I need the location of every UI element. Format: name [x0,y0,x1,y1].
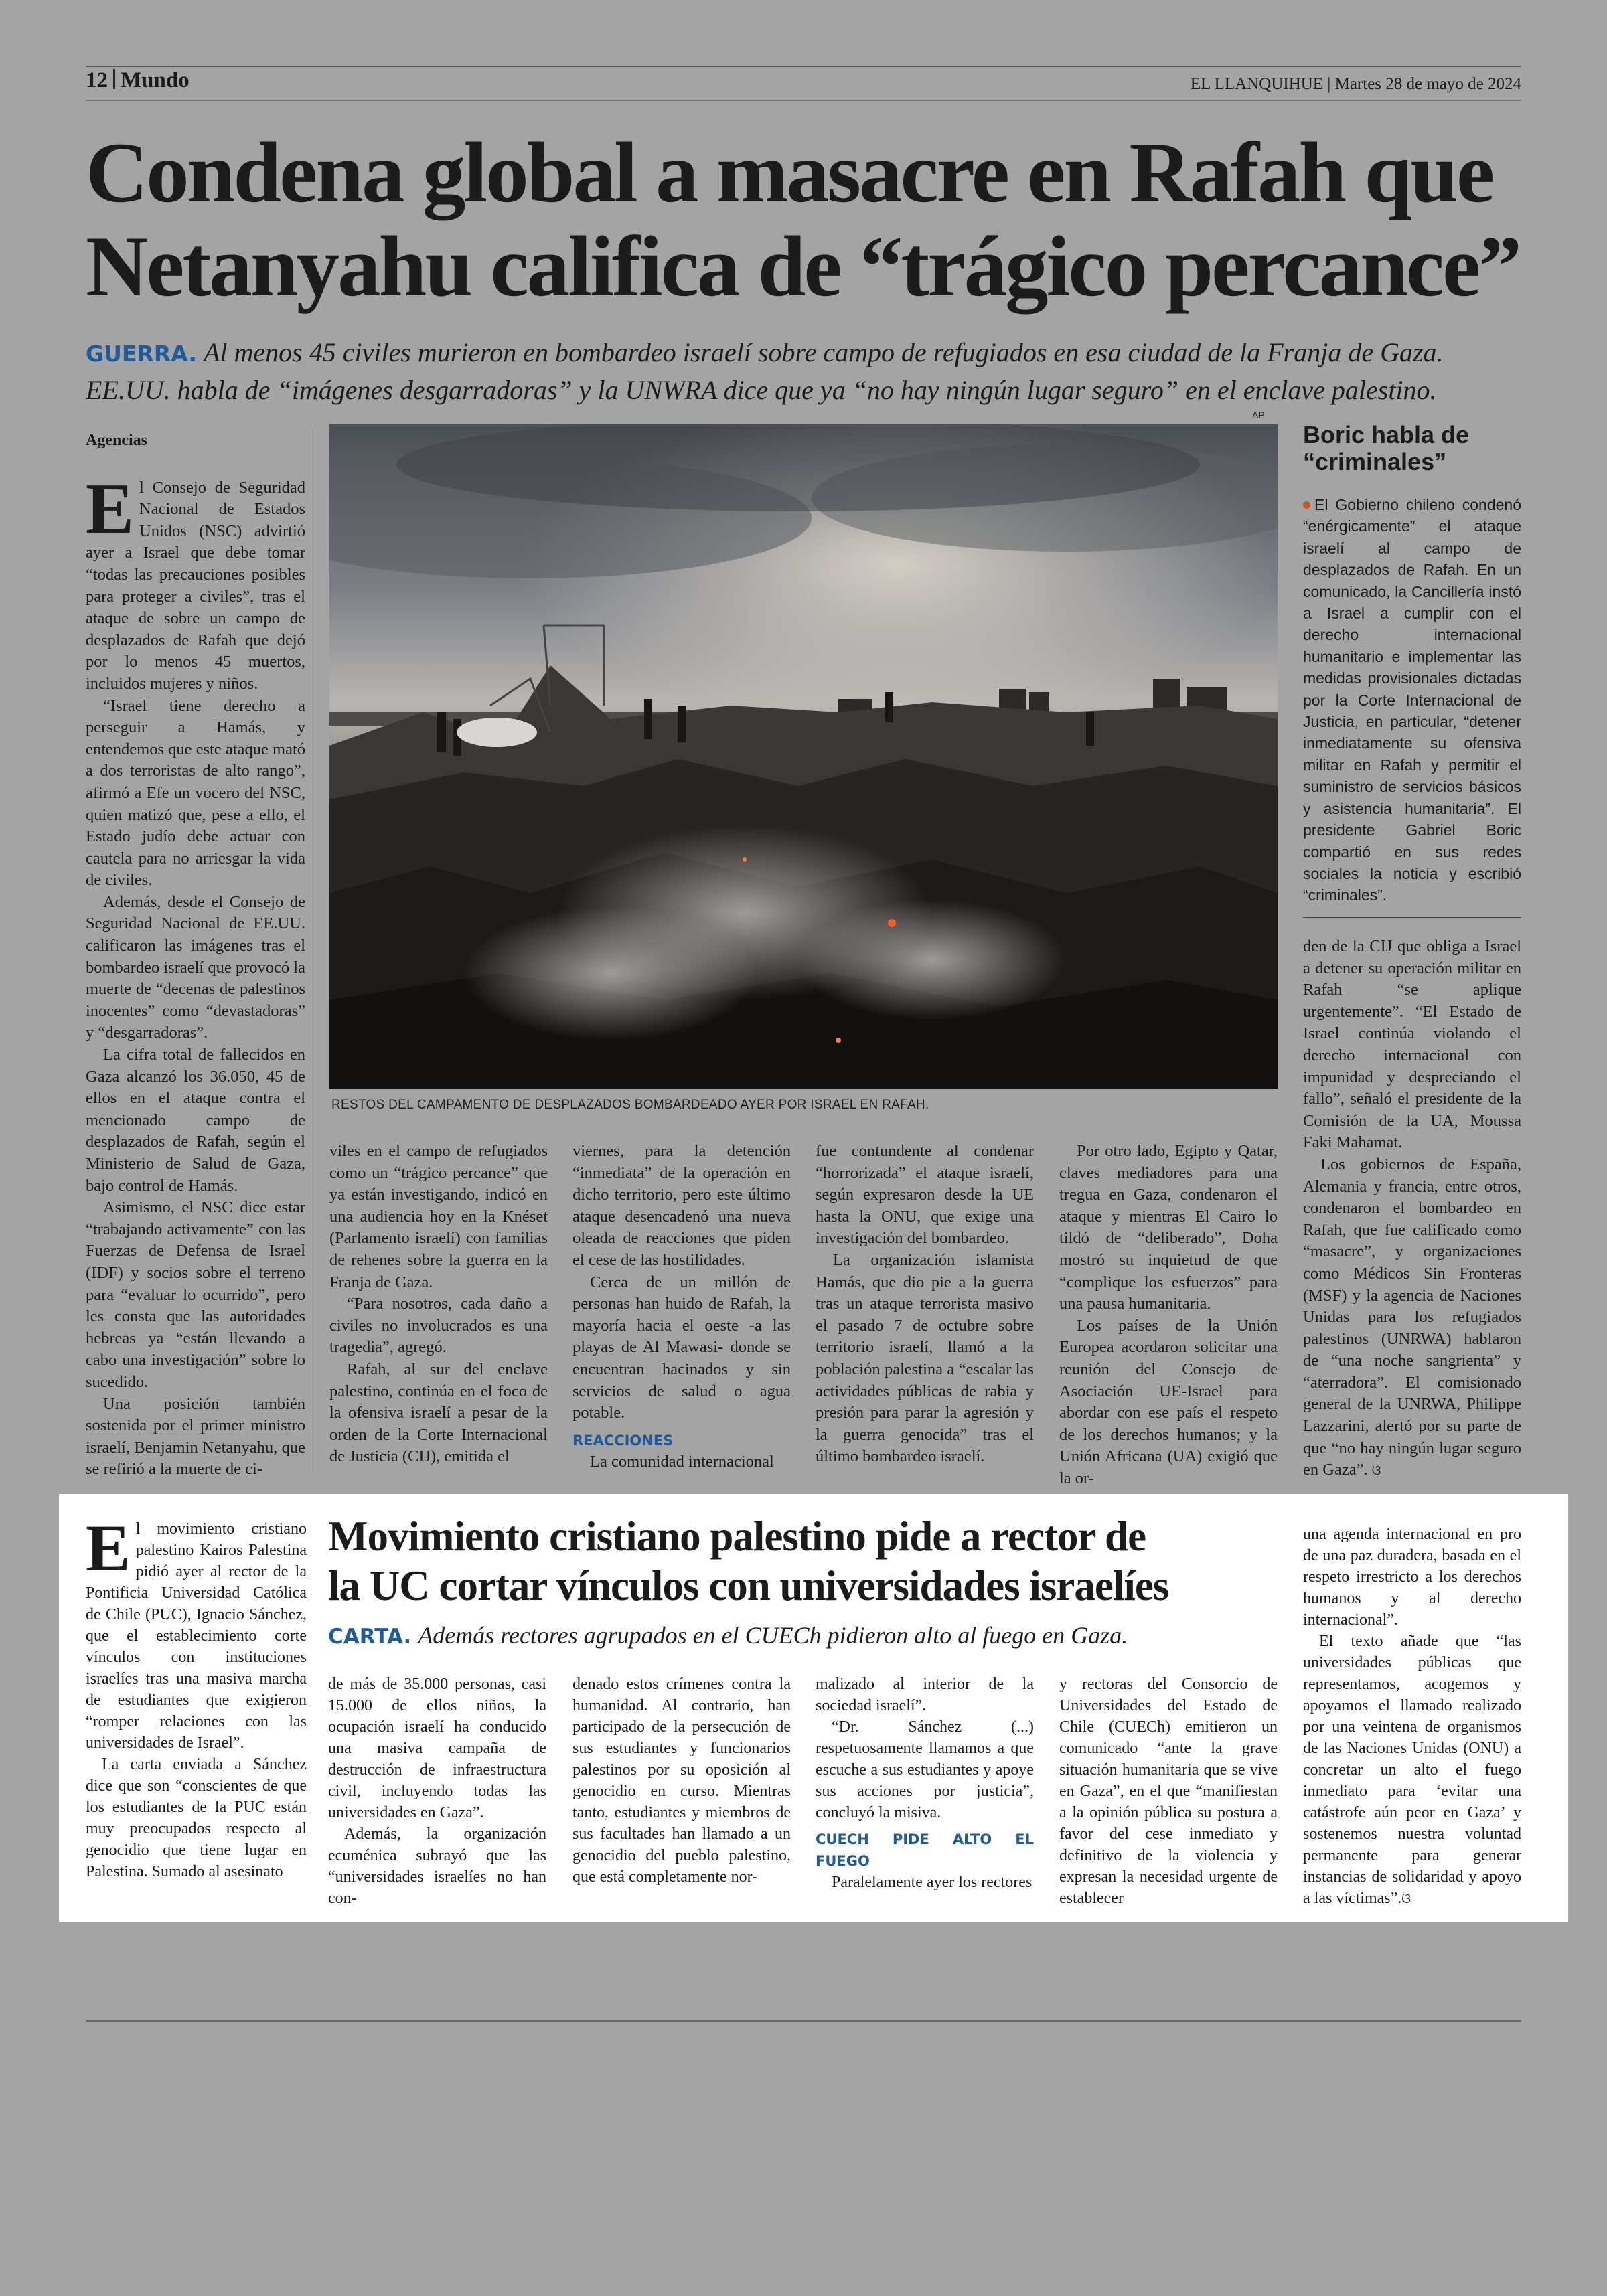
headline-line-1: Condena global a masacre en Rafah que [86,125,1493,220]
paragraph: Una posición también sostenida por el primer ministro israelí, Benjamin Netanyahu, que se refirió a la muerte de ci- [86,1394,305,1479]
publication-date: Martes 28 de mayo de 2024 [1334,75,1521,93]
box-column-1 [86,1511,307,1882]
paragraph: La cifra total de fallecidos en Gaza alcanzó los 36.050, 45 de ellos en el ataque contra el mencionado campo de desplazados de Rafah, según el Ministerio de Salud de Gaza, bajo control de Hamás. [86,1046,305,1195]
paragraph: Cerca de un millón de personas han huido de Rafah, la mayoría hacia el oeste -a las playas de Al Mawasi- donde se encuentran hacinados y sin servicios de salud o agua potable. [572,1273,791,1422]
main-column-2 [329,1141,548,1468]
box-deck-text: Además rectores agrupados en el CUECh pidieron alto al fuego en Gaza. [418,1622,1128,1649]
paragraph: La comunidad internacional [590,1453,774,1471]
box-headline-line-2: la UC cortar vínculos con universidades israelíes [328,1562,1169,1609]
box-headline-line-1: Movimiento cristiano palestino pide a rector de [328,1513,1146,1560]
page-number: 12 [86,68,108,92]
folio [86,68,189,93]
main-column-3 [572,1141,791,1473]
end-of-story-icon: ଓ [1401,1890,1411,1906]
box-headline [328,1511,1286,1611]
paragraph: malizado al interior de la sociedad israelí”. [816,1675,1034,1714]
photo-credit: AP [1252,410,1265,420]
lead-paragraph: El movimiento cristiano palestino Kairos Palestina pidió ayer al rector de la Pontificia Universidad Católica de Chile (PUC), Ignacio Sánchez, que el establecimiento corte vínculos con instituciones israelíes tras una masiva marcha de estudiantes que exigieron “romper relaciones con las universidades de Israel”. [86,1511,307,1752]
sidebar-title: Boric habla de “criminales” [1303,421,1470,475]
bullet-icon [1303,501,1310,509]
sidebar-divider [1303,917,1521,918]
paragraph: La carta enviada a Sánchez dice que son “conscientes de que los estudiantes de la PUC están muy preocupados respecto al genocidio que tiene lugar en Palestina. Sumado al asesinato [86,1756,307,1880]
paragraph: una agenda internacional en pro de una paz duradera, basada en el respeto irrestricto a los derechos humanos y al derecho internacional”. [1303,1526,1521,1629]
end-of-story-icon: ଓ [1371,1462,1381,1479]
section-subhead: CUECH PIDE ALTO EL FUEGO [816,1831,1034,1869]
folio-divider [113,69,115,89]
deck-kicker: GUERRA. [86,341,197,367]
box-deck [328,1621,1286,1649]
box-column-4 [816,1673,1034,1893]
main-column-6 [1303,936,1521,1481]
paragraph: “Israel tiene derecho a perseguir a Hamás, y entendemos que este ataque mató a dos terroristas de alto rango”, afirmó a Efe un vocero del NSC, quien matizó que, pese a ello, el Estado judío debe actuar con cautela para no arriesgar la vida de civiles. [86,696,305,890]
top-rule [86,66,1521,67]
lead-paragraph: El Consejo de Seguridad Nacional de Estados Unidos (NSC) advirtió ayer a Israel que debe tomar “todas las precauciones posibles para proteger a civiles”, tras el ataque de sobre un campo de desplazados de Rafah que dejó por lo menos 45 muertos, incluidos mujeres y niños. [86,469,305,693]
paragraph: denado estos crímenes contra la humanidad. Al contrario, han participado de la persecución de sus estudiantes y funcionarios palestinos por su oposición al genocidio en curso. Mientras tanto, estudiantes y miembros de sus facultades han llamado a un genocidio del pueblo palestino, que está completamente nor- [572,1675,791,1886]
box-column-3 [572,1673,791,1888]
paragraph: Rafah, al sur del enclave palestino, continúa en el foco de la ofensiva israelí a pesar de la orden de la Corte Internacional de Justicia (CIJ), emitida el [329,1360,548,1466]
paragraph: Por otro lado, Egipto y Qatar, claves mediadores para una tregua en Gaza, condenaron el ataque y mientras El Cairo lo tildó de “deliberado”, Doha mostró su inquietud de que “complique los esfuerzos” para una pausa humanitaria. [1059,1142,1278,1313]
paragraph: Paralelamente ayer los rectores [832,1874,1032,1891]
paragraph: den de la CIJ que obliga a Israel a detener su operación militar en Rafah “se aplique urgentemente”. “El Estado de Israel continúa violando el derecho internacional con impunidad y despreciando el fallo”, señaló el presidente de la Comisión de la UA, Moussa Faki Mahamat. [1303,937,1521,1152]
sidebar-text: El Gobierno chileno condenó “enérgicamente” el ataque israelí al campo de desplazados de Rafah. En un comunicado, la Cancillería instó a Israel a cumplir con el derecho internacional humanitario e implementar las medidas provisionales dictadas por la Corte Internacional de Justicia, en particular, “detener inmediatamente su ofensiva militar en Rafah y permitir el suministro de servicios básicos y asistencia humanitaria”. El presidente Gabriel Boric compartió en sus redes sociales la noticia y escribió “criminales”. [1303,496,1521,904]
paragraph: y rectoras del Consorcio de Universidades del Estado de Chile (CUECh) emitieron un comunicado “ante la grave situación humanitaria que se vive en Gaza”, en el que “manifiestan a la opinión pública su postura a favor del cese inmediato y definitivo de la violencia y expresan la necesidad urgente de establecer [1059,1675,1278,1907]
paragraph: Asimismo, el NSC dice estar “trabajando activamente” con las Fuerzas de Defensa de Israel (IDF) y socios sobre el terreno para “evaluar lo ocurrido”, pero les consta que las autoridades hebreas ya “están llevando a cabo una investigación” sobre lo sucedido. [86,1198,305,1391]
dateline: EL LLANQUIHUE | Martes 28 de mayo de 2024 [1190,75,1521,93]
paragraph: Los gobiernos de España, Alemania y francia, entre otros, condenaron el bombardeo en Rafah, que fue calificado como “masacre”, y organizaciones como Médicos Sin Fronteras (MSF) y la agencia de Naciones Unidas para los refugiados palestinos (UNRWA) hablaron de “una noche sangrienta” y “aterradora”. El comisionado general de la UNRWA, Philippe Lazzarini, alertó por su parte de que “no hay ningún lugar seguro en Gaza”. ଓ [1303,1155,1521,1479]
section-name: Mundo [121,68,189,92]
bottom-rule [86,2020,1521,2022]
paragraph: de más de 35.000 personas, casi 15.000 de ellos niños, la ocupación israelí ha conducido una masiva campaña de destrucción de infraestructura civil, incluyendo todas las universidades en Gaza”. [328,1675,546,1821]
paragraph: Además, la organización ecuménica subrayó que las “universidades israelíes no han con- [328,1825,546,1907]
paragraph: Además, desde el Consejo de Seguridad Nacional de EE.UU. calificaron las imágenes tras el bombardeo israelí que provocó la muerte de “decenas de palestinos inocentes” como “devastadoras” y “desgarradoras”. [86,892,305,1042]
main-column-5 [1059,1141,1278,1490]
paragraph: viernes, para la detención “inmediata” de la operación en dicho territorio, pero este último ataque desencadenó una nueva oleada de reacciones que piden el cese de las hostilidades. [572,1142,791,1269]
photo-caption: RESTOS DEL CAMPAMENTO DE DESPLAZADOS BOMBARDEADO AYER POR ISRAEL EN RAFAH. [331,1098,929,1112]
main-deck [86,335,1525,408]
rafah-camp-photo [329,424,1278,1089]
paragraph: viles en el campo de refugiados como un “trágico percance” que ya están investigando, indicó en una audiencia hoy en la Knéset (Parlamento israelí) con familias de rehenes sobre la guerra en la Franja de Gaza. [329,1142,548,1291]
paragraph: fue contundente al condenar “horrorizada” el ataque israelí, según expresaron desde la UE hasta la ONU, que exige una investigación del bombardeo. [816,1142,1034,1248]
header-rule [86,100,1521,101]
publication-name: EL LLANQUIHUE [1190,75,1324,93]
drop-cap: E [86,469,135,549]
paragraph: “Dr. Sánchez (...) respetuosamente llamamos a que escuche a sus estudiantes y apoye sus acciones por justicia”, concluyó la misiva. [816,1718,1034,1821]
box-column-2 [328,1673,546,1909]
section-subhead: REACCIONES [572,1432,674,1449]
main-headline [86,126,1525,313]
box-column-6 [1303,1524,1521,1909]
paragraph: Los países de la Unión Europea acordaron solicitar una reunión del Consejo de Asociación UE-Israel para abordar con ese país el respeto de los derechos humanos; y la Unión Africana (UA) exigió que la or- [1059,1316,1278,1487]
box-column-5 [1059,1673,1278,1909]
paragraph: El texto añade que “las universidades públicas que representamos, acogemos y apoyamos el llamado realizado por una veintena de organismos de las Naciones Unidas (ONU) a concretar un alto el fuego inmediato para ‘evitar una catástrofe aún peor en Gaza’ y sostenemos nuestra voluntad permanente para generar instancias de solidaridad y apoyo a las víctimas”.ଓ [1303,1633,1521,1907]
main-photo [329,424,1278,1089]
deck-text: Al menos 45 civiles murieron en bombardeo israelí sobre campo de refugiados en esa ciudad de la Franja de Gaza. EE.UU. habla de “imágenes desgarradoras” y la UNWRA dice que ya “no hay ningún lugar seguro” en el enclave palestino. [86,337,1444,405]
drop-cap: E [86,1511,131,1585]
byline: Agencias [86,432,147,449]
paragraph: “Para nosotros, cada daño a civiles no involucrados es una tragedia”, agregó. [329,1295,548,1357]
paragraph: La organización islamista Hamás, que dio pie a la guerra tras un ataque terrorista masivo el pasado 7 de octubre sobre territorio israelí, llamó a la población palestina a “escalar las actividades públicas de rabia y presión para parar la agresión y la guerra genocida” tras el último bombardeo israelí. [816,1250,1034,1466]
box-deck-kicker: CARTA. [328,1625,412,1649]
headline-line-2: Netanyahu califica de “trágico percance” [86,218,1520,314]
main-column-4 [816,1141,1034,1468]
main-column-1 [86,430,305,1481]
